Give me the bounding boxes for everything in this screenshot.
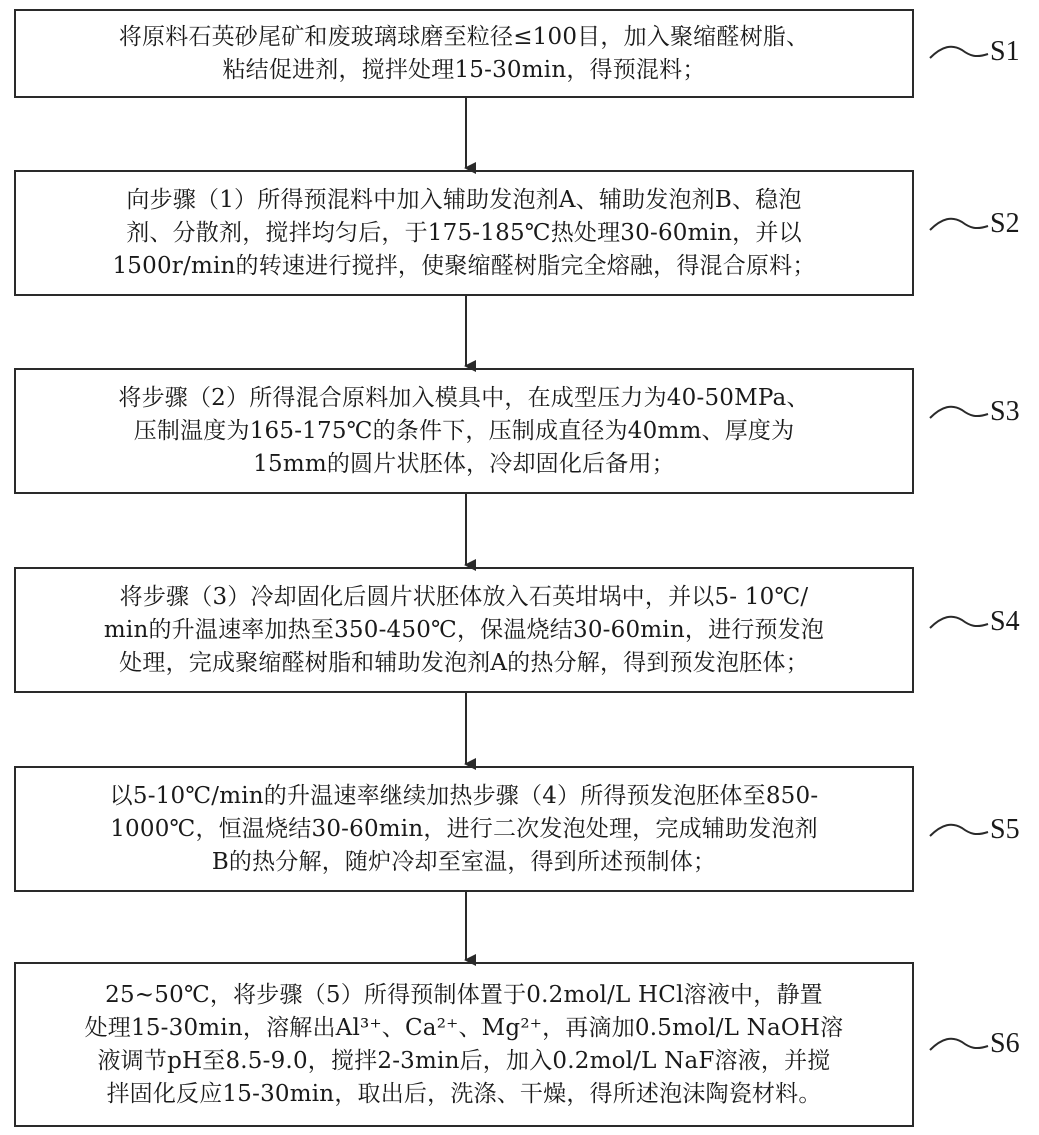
step-text-s6	[85, 979, 844, 1111]
leader-squiggle-s1	[930, 47, 988, 58]
step-s3-line-2: 压制温度为165-175℃的条件下，压制成直径为40mm、厚度为	[133, 417, 795, 444]
step-text-s2	[112, 184, 815, 283]
leader-squiggle-s5	[930, 825, 988, 836]
step-box-s4	[14, 567, 914, 693]
step-label-s4: S4	[990, 606, 1020, 637]
step-box-s6	[14, 962, 914, 1127]
step-s6-line-4: 拌固化反应15-30min，取出后，洗涤、干燥，得所述泡沫陶瓷材料。	[106, 1080, 822, 1107]
step-s6-line-1: 25~50℃，将步骤（5）所得预制体置于0.2mol/L HCl溶液中，静置	[105, 981, 823, 1008]
step-s4-line-2: min的升温速率加热至350-450℃，保温烧结30-60min，进行预发泡	[103, 616, 825, 643]
step-label-s2: S2	[990, 208, 1020, 239]
step-s4-line-3: 处理，完成聚缩醛树脂和辅助发泡剂A的热分解，得到预发泡胚体；	[119, 649, 809, 676]
step-s5-line-2: 1000℃，恒温烧结30-60min，进行二次发泡处理，完成辅助发泡剂	[110, 815, 818, 842]
step-box-s5	[14, 766, 914, 892]
leader-squiggle-s6	[930, 1039, 988, 1050]
step-s6-line-3: 液调节pH至8.5-9.0，搅拌2-3min后，加入0.2mol/L NaF溶液，并搅	[97, 1047, 831, 1074]
step-box-s3	[14, 368, 914, 494]
step-s1-line-2: 粘结促进剂，搅拌处理15-30min，得预混料；	[222, 56, 706, 83]
step-text-s4	[104, 581, 824, 680]
step-s3-line-3: 15mm的圆片状胚体，冷却固化后备用；	[253, 450, 675, 477]
step-label-s5: S5	[990, 814, 1020, 845]
step-s2-line-1: 向步骤（1）所得预混料中加入辅助发泡剂A、辅助发泡剂B、稳泡	[126, 186, 802, 213]
step-text-s1	[119, 21, 809, 87]
step-s5-line-1: 以5-10℃/min的升温速率继续加热步骤（4）所得预发泡胚体至850-	[109, 782, 819, 809]
leader-squiggle-s2	[930, 219, 988, 230]
leader-squiggle-s4	[930, 617, 988, 628]
step-s2-line-2: 剂、分散剂，搅拌均匀后，于175-185℃热处理30-60min，并以	[126, 219, 802, 246]
leader-squiggle-s3	[930, 407, 988, 418]
step-s4-line-1: 将步骤（3）冷却固化后圆片状胚体放入石英坩埚中，并以5- 10℃/	[119, 583, 809, 610]
step-label-s6: S6	[990, 1028, 1020, 1059]
step-s6-line-2: 处理15-30min，溶解出Al³⁺、Ca²⁺、Mg²⁺，再滴加0.5mol/L NaOH溶	[84, 1014, 844, 1041]
step-label-s3: S3	[990, 396, 1020, 427]
step-box-s2	[14, 170, 914, 296]
step-box-s1	[14, 9, 914, 98]
step-s1-line-1: 将原料石英砂尾矿和废玻璃球磨至粒径≤100目，加入聚缩醛树脂、	[118, 23, 810, 50]
step-s2-line-3: 1500r/min的转速进行搅拌，使聚缩醛树脂完全熔融，得混合原料；	[112, 252, 816, 279]
step-s5-line-3: B的热分解，随炉冷却至室温，得到所述预制体；	[211, 848, 717, 875]
step-s3-line-1: 将步骤（2）所得混合原料加入模具中，在成型压力为40-50MPa、	[118, 384, 810, 411]
step-text-s5	[110, 780, 819, 879]
step-text-s3	[118, 382, 809, 481]
step-label-s1: S1	[990, 36, 1020, 67]
